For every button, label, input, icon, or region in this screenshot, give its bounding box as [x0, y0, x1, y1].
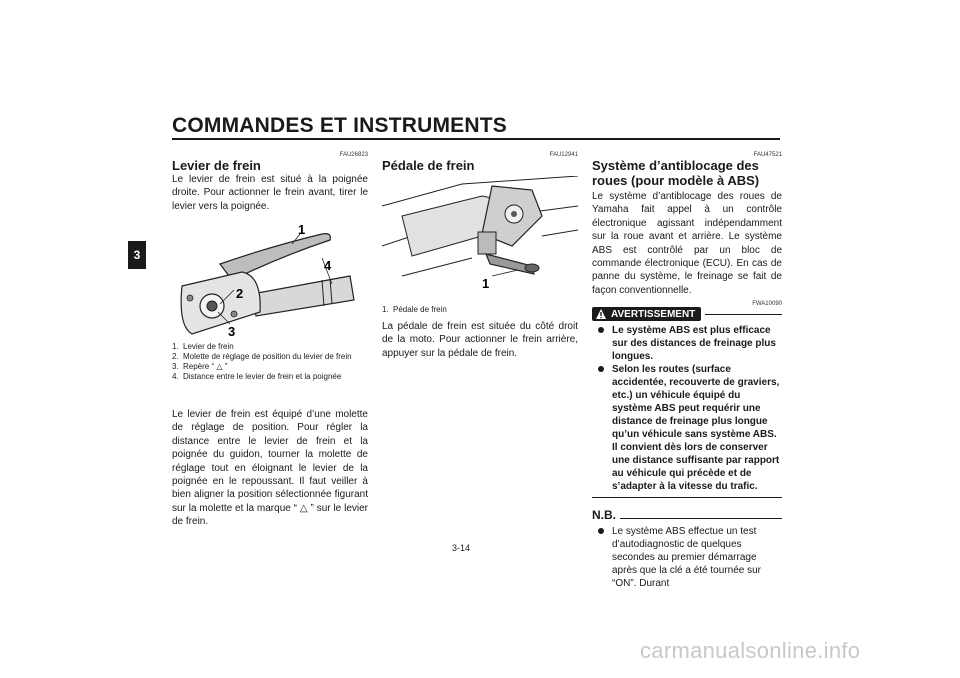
section-code: FAU47521: [753, 152, 782, 158]
section-heading: Système d’antiblocage des roues (pour modèle à ABS): [592, 158, 760, 188]
title-rule: [172, 138, 780, 140]
warning-label: AVERTISSEMENT: [611, 308, 696, 320]
warning-end-rule: [592, 497, 782, 498]
section-intro: Le levier de frein est situé à la poignée droite. Pour actionner le frein avant, tirer le levier vers la poignée.: [172, 174, 368, 212]
nb-label: N.B.: [592, 508, 616, 523]
section-intro: Le système d’antiblocage des roues de Yamaha fait appel à un contrôle électronique agissant indépendamment sur la roue avant et arrière. Le système ABS est contrôlé par un bloc de commande électronique (ECU). En cas de panne du système, le freinage se fait de façon conventionnelle.: [592, 191, 782, 296]
caption-item: 3. Repère “ △ ”: [172, 362, 228, 371]
caption-item: 4. Distance entre le levier de frein et la poignée: [172, 372, 342, 381]
warning-rule: [705, 314, 782, 315]
warning-icon: [595, 308, 607, 320]
nb-header: [592, 508, 782, 522]
chapter-tab: 3: [128, 241, 146, 269]
page-title: COMMANDES ET INSTRUMENTS: [172, 114, 507, 137]
figure-captions: [382, 305, 578, 315]
section-brake-pedal: [382, 152, 578, 173]
figure-label-1: 1: [482, 276, 490, 291]
watermark: carmanualsonline.info: [640, 638, 861, 663]
section-heading: Levier de frein: [172, 158, 261, 173]
section-abs: [592, 152, 782, 590]
figure-captions: [172, 342, 368, 382]
warning-badge: [592, 307, 701, 321]
page-number: 3-14: [452, 543, 471, 553]
brake-lever-figure: [172, 216, 368, 340]
nb-rule: [620, 518, 782, 519]
section-brake-lever: [172, 152, 368, 213]
warning-code: FWA10090: [752, 301, 782, 308]
figure-label-2: 2: [236, 286, 244, 301]
nb-item: Le système ABS effectue un test d’autodiagnostic de quelques secondes au premier démarrage après que la clé a été tournée sur “ON”. Durant: [592, 525, 782, 590]
section-code: FAU12941: [549, 152, 578, 158]
caption-item: 2. Molette de réglage de position du levier de frein: [172, 352, 352, 361]
brake-lever-body: Le levier de frein est équipé d’une molette de réglage de position. Pour régler la distance entre le levier de frein et la poignée du guidon, tourner la molette de réglage tout en éloignant le levier de la poignée en le repoussant. Il faut veiller à bien aligner la position sélectionnée figurant sur la molette et la marque “ △ ” sur le levier de frein.: [172, 409, 368, 528]
caption-item: 1. Levier de frein: [172, 342, 234, 351]
warning-header: [592, 307, 782, 321]
section-code: FAU26823: [339, 152, 368, 158]
figure-label-4: 4: [324, 258, 332, 273]
caption-item: 1. Pédale de frein: [382, 305, 447, 314]
warning-item: Selon les routes (surface accidentée, recouverte de graviers, etc.) un véhicule équipé du système ABS peut requérir une distance de freinage plus longue qu’un véhicule sans système ABS. Il convient dès lors de conserver une distance suffisante par rapport au véhicule qui précède et de s’adapter à la vitesse du trafic.: [592, 363, 782, 493]
figure-label-3: 3: [228, 324, 236, 339]
warning-list: [592, 324, 782, 493]
section-heading: Pédale de frein: [382, 158, 475, 173]
brake-pedal-figure: [382, 176, 578, 298]
brake-pedal-body: La pédale de frein est située du côté droit de la moto. Pour actionner le frein arrière, appuyer sur la pédale de frein.: [382, 321, 578, 359]
nb-list: [592, 525, 782, 590]
warning-item: Le système ABS est plus efficace sur des distances de freinage plus longues.: [592, 324, 782, 363]
figure-label-1: 1: [298, 222, 306, 237]
